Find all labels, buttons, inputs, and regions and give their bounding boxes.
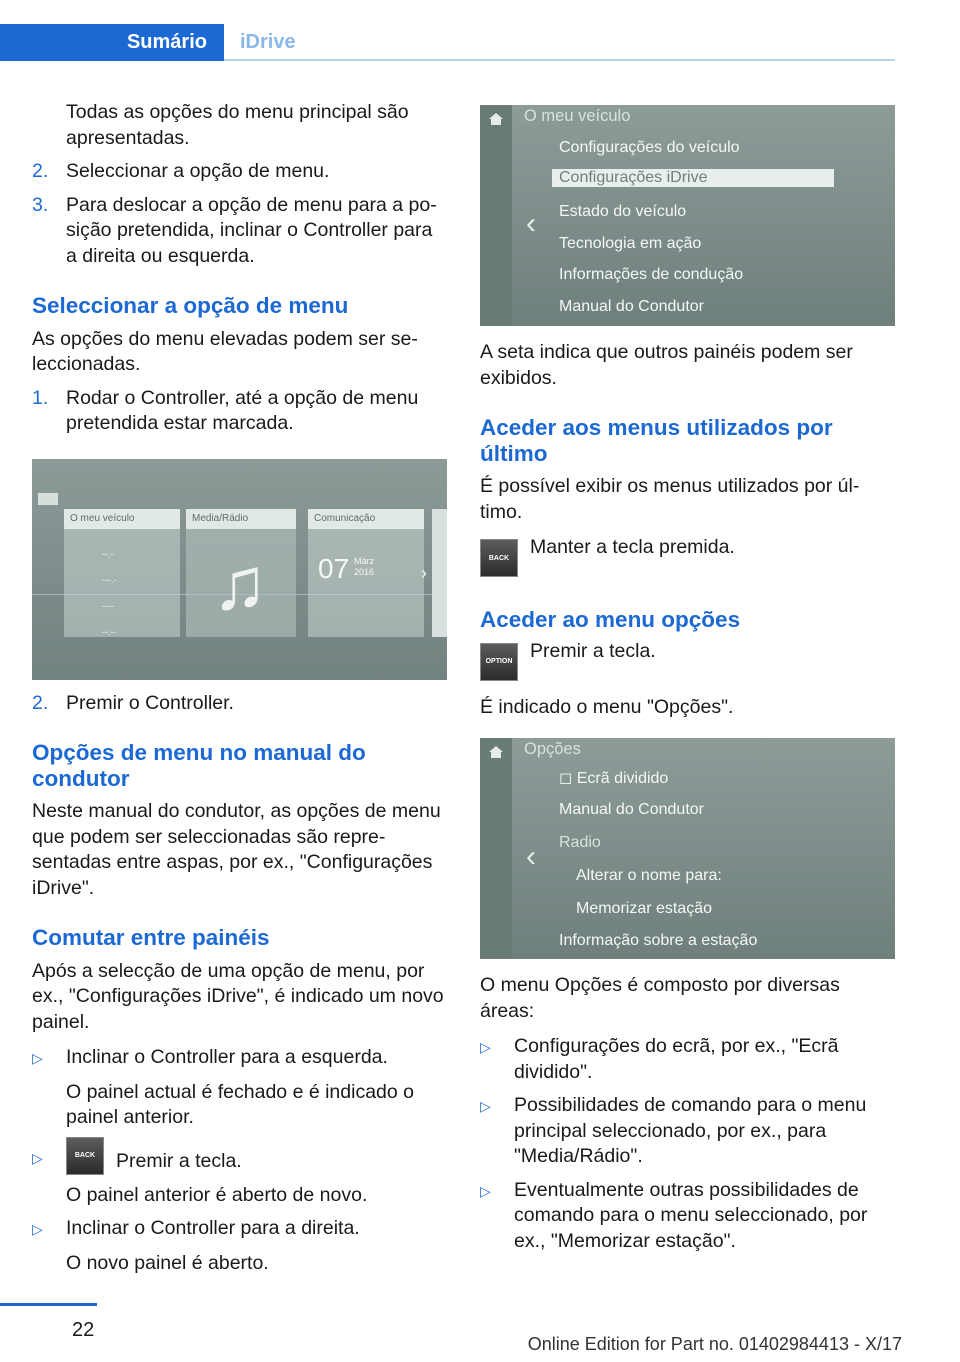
screen-side-strip <box>480 738 512 959</box>
home-icon <box>488 744 504 760</box>
press-text: Premir a tecla. <box>530 639 656 662</box>
bullet-item <box>32 1216 448 1243</box>
date-month-year <box>354 556 374 578</box>
header-divider <box>224 59 895 61</box>
vehicle-value: ---.- <box>102 574 117 585</box>
tab-idrive[interactable]: iDrive <box>240 31 296 53</box>
bullet-text: Premir a tecla. <box>116 1149 242 1172</box>
heading-switch: Comutar entre painéis <box>32 925 270 950</box>
triangle-icon: ▷ <box>32 1221 43 1237</box>
step-text: Para deslocar a opção de menu para a po‐sição pretendida, inclinar o Controller para a direita ou esquerda. <box>66 193 437 267</box>
bullet-item <box>480 1178 896 1255</box>
select-paragraph: As opções do menu elevadas podem ser se‐leccionadas. <box>32 327 418 375</box>
header-bar <box>0 0 895 62</box>
panel-communication-title: Comunicação <box>308 509 424 529</box>
vehicle-value: ---- <box>102 600 114 611</box>
intro-text: Todas as opções do menu principal são apresentadas. <box>66 101 409 149</box>
triangle-icon: ▷ <box>32 1050 43 1066</box>
vehicle-values <box>102 541 117 645</box>
home-icon <box>488 111 504 127</box>
triangle-icon: ▷ <box>480 1182 491 1199</box>
manual-paragraph: Neste manual do condutor, as opções de menu que podem ser seleccionadas são repre‐sentadas entre aspas, por ex., "Configurações iDrive". <box>32 800 441 899</box>
vehicle-value: --:-- <box>102 626 117 637</box>
option-press-row <box>480 639 896 681</box>
step-item <box>32 691 448 717</box>
last-used-paragraph: É possível exibir os menus utilizados por úl‐timo. <box>480 475 860 523</box>
triangle-icon: ▷ <box>480 1098 491 1114</box>
menu-item: Estado do veículo <box>559 203 687 220</box>
bullet-text: Possibilidades de comando para o menu principal seleccionado, por ex., para "Media/Rádio". <box>514 1094 867 1167</box>
music-note-icon: ♫ <box>212 541 268 625</box>
screen-side-strip <box>480 105 512 326</box>
panel-media-title: Media/Rádio <box>186 509 296 529</box>
step-text: Seleccionar a opção de menu. <box>66 160 330 182</box>
screen-title: Opções <box>524 740 581 758</box>
arrow-paragraph: A seta indica que outros painéis podem ser exibidos. <box>480 341 853 389</box>
date-month: März <box>354 555 374 566</box>
heading-select: Seleccionar a opção de menu <box>32 293 349 318</box>
next-panel-edge <box>432 509 447 637</box>
heading-options: Aceder ao menu opções <box>480 607 741 632</box>
menu-item-selected: Configurações iDrive <box>552 169 834 187</box>
menu-item: ◻ Ecrã dividido <box>559 770 669 787</box>
step-text: Rodar o Controller, até a opção de menu pretendida estar marcada. <box>66 386 419 434</box>
step-item <box>32 193 448 270</box>
bullet-text: Configurações do ecrã, por ex., "Ecrã dividido". <box>514 1035 839 1083</box>
date-day: 07 <box>318 552 350 584</box>
areas-paragraph: O menu Opções é composto por diversas áreas: <box>480 974 840 1022</box>
bullet-subtext: O painel anterior é aberto de novo. <box>66 1183 368 1206</box>
vehicle-menu-screenshot <box>480 105 895 326</box>
switch-paragraph: Após a selecção de uma opção de menu, por ex., "Configurações iDrive", é indicado um novo painel. <box>32 959 444 1033</box>
bullet-item <box>32 1045 448 1072</box>
step-item <box>32 386 448 437</box>
heading-last-used: Aceder aos menus utilizados por último <box>480 415 833 466</box>
panel-vehicle-title: O meu veículo <box>64 509 180 529</box>
options-menu-screenshot <box>480 738 895 959</box>
edition-text: Online Edition for Part no. 01402984413 - X/17 <box>527 1334 902 1354</box>
chevron-left-icon: ‹ <box>526 207 536 240</box>
bullet-item <box>32 1145 448 1175</box>
hold-text: Manter a tecla premida. <box>530 536 735 558</box>
screen-title: O meu veículo <box>524 107 631 125</box>
triangle-icon: ▷ <box>480 1039 491 1055</box>
menu-item: Tecnologia em ação <box>559 235 702 252</box>
main-menu-screenshot <box>32 459 447 680</box>
menu-item: Manual do Condutor <box>559 298 704 315</box>
bullet-text: Inclinar o Controller para a direita. <box>66 1217 360 1239</box>
back-button-icon: BACK <box>66 1137 104 1175</box>
step-number: 3. <box>32 193 49 216</box>
step-number: 1. <box>32 386 49 409</box>
triangle-icon: ▷ <box>32 1149 43 1166</box>
left-column <box>32 100 448 1276</box>
step-text: Premir o Controller. <box>66 691 234 714</box>
footer-accent <box>0 1303 97 1306</box>
bullet-item <box>480 1093 896 1170</box>
back-button-icon: BACK <box>480 539 518 577</box>
menu-item: Informações de condução <box>559 266 744 283</box>
menu-section-label: Radio <box>559 834 601 851</box>
bullet-item <box>480 1034 896 1085</box>
chevron-right-icon: › <box>421 562 427 583</box>
right-column <box>480 105 896 1254</box>
step-number: 2. <box>32 160 49 182</box>
menu-item: Alterar o nome para: <box>576 867 722 884</box>
menu-item: Informação sobre a estação <box>559 932 758 949</box>
options-shown-paragraph: É indicado o menu "Opções". <box>480 695 734 718</box>
chevron-left-icon: ‹ <box>526 840 536 873</box>
bullet-subtext: O novo painel é aberto. <box>66 1251 269 1274</box>
menu-item: Memorizar estação <box>576 900 713 917</box>
back-hold-row <box>480 536 896 577</box>
bullet-text: Inclinar o Controller para a esquerda. <box>66 1046 388 1068</box>
menu-item: Manual do Condutor <box>559 801 704 818</box>
step-number: 2. <box>32 691 49 714</box>
option-button-icon: OPTION <box>480 643 518 681</box>
heading-manual: Opções de menu no manual do condutor <box>32 740 366 791</box>
menu-item: Configurações do veículo <box>559 139 740 156</box>
page-number: 22 <box>72 1319 95 1341</box>
step-item <box>32 159 448 185</box>
bullet-text: Eventualmente outras possibilidades de comando para o menu seleccionado, por ex., "Memorizar estação". <box>514 1178 868 1252</box>
back-press-row <box>66 1137 242 1175</box>
vehicle-value: --.- <box>102 548 114 559</box>
tab-summary[interactable]: Sumário <box>0 24 224 61</box>
bullet-subtext: O painel actual é fechado e é indicado o painel anterior. <box>66 1080 415 1128</box>
date-year: 2016 <box>354 566 375 577</box>
